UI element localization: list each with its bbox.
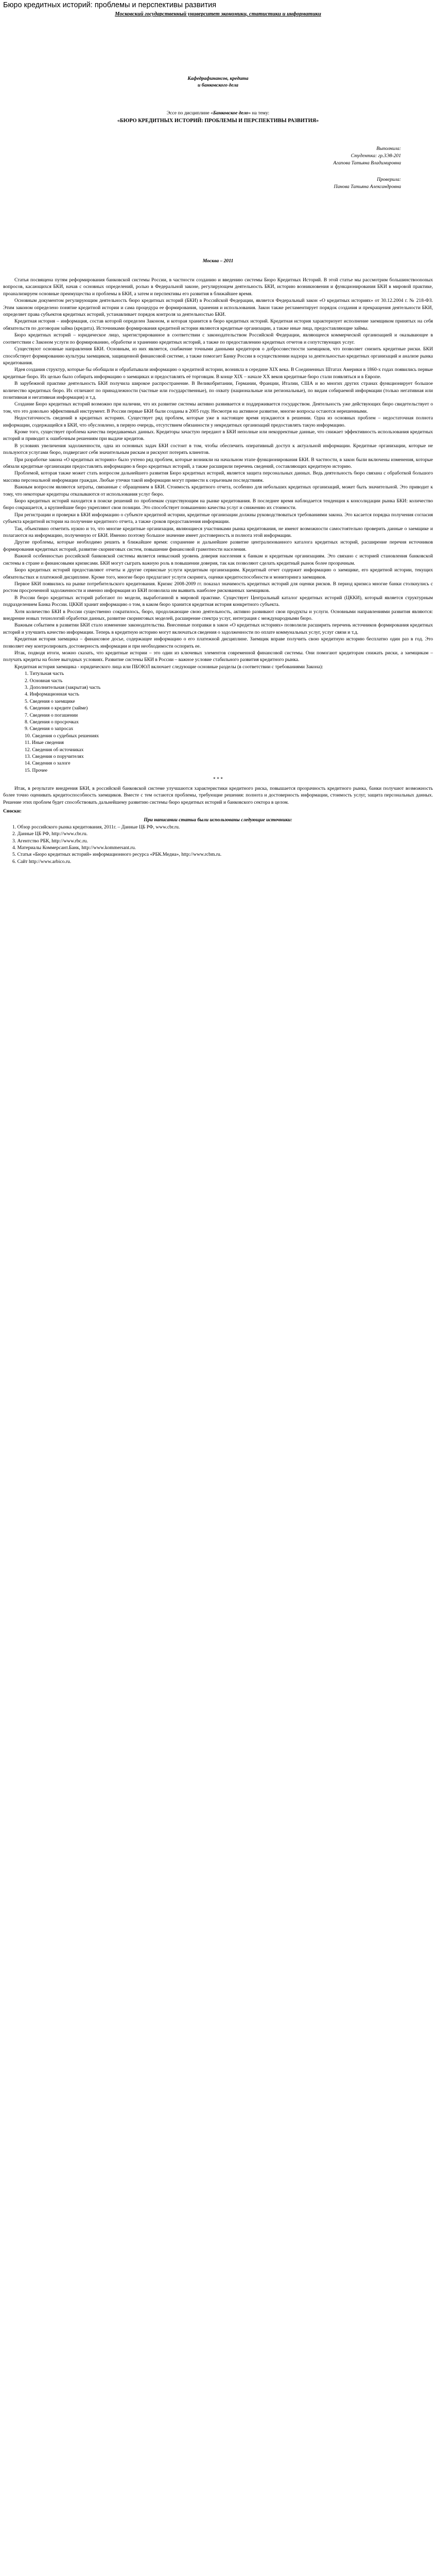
student-line: Студентка: гр.3Э8-201 xyxy=(351,152,401,159)
paragraph: Важным событием в развитии БКИ стало изменение законодательства. Внесенные поправки в закон «О кредитных историях» позволили расширить перечень источников формирования кредитных историй и улучшить качество информации. Теперь в кредитную историю могут включаться сведения о задолженности по оплате коммунальных услуг, услуг связи и т.д. xyxy=(3,622,433,635)
document-page xyxy=(0,0,436,875)
list-item: 1. Титульная часть xyxy=(25,671,64,677)
section-separator: * * * xyxy=(213,776,223,783)
executed-label: Выполнила: xyxy=(376,145,401,151)
paragraph: Основным документом регулирующим деятельность бюро кредитных историй (БКИ) в Российской Федерации, является Федеральный закон «О кредитных историях» от 30.12.2004 г. № 218-ФЗ. Этим законом определено понятие кредитной истории и сама процедура ее формирования, хранения и использования. Закон также регламентирует порядок создания и прекращения деятельности БКИ, определяет права субъектов кредитных историй, устанавливает порядок контроля за деятельностью БКИ. xyxy=(3,298,433,318)
paragraph: При разработке закона «О кредитных историях» было учтено ряд проблем, которые возникли на начальном этапе функционирования БКИ. В частности, в закон были включены изменения, которые обязали кредитные организации предоставлять информацию в бюро кредитных историй, а также расширили перечень сведений, составляющих кредитную историю. xyxy=(3,456,433,469)
paragraph: Важной особенностью российской банковской системы является невысокий уровень доверия населения к банкам и кредитным организациям. Это связано с историей становления банковской системы в стране и финансовыми кризисами. БКИ могут сыграть важную роль в повышении доверия, так как позволяют сделать кредитный рынок более прозрачным. xyxy=(3,553,433,566)
department-line-1: Кафедрафинансов, кредита xyxy=(187,76,249,81)
checked-label: Проверила: xyxy=(377,176,401,182)
department-line-2: и банковского дела xyxy=(198,82,238,89)
checker-name: Панова Татьяна Александровна xyxy=(334,183,401,190)
university-name: Московский государственный университет экономики, статистики и информатики xyxy=(115,11,321,17)
list-item: 6. Сведения о кредите (займе) xyxy=(25,705,88,711)
paragraph: Кредитная история – информация, состав которой определен Законом, и которая хранится в бюро кредитных историй. Кредитная история характеризует исполнение заемщиком принятых на себя обязательств по договорам займа (кредита). Источниками формирования кредитной истории являются кредитные организации, а также иные лица, предоставляющие займы. xyxy=(3,318,433,331)
sources-list xyxy=(3,824,433,865)
paragraph: Хотя количество БКИ в России существенно сократилось, бюро, продолжающие свою деятельность, активно развивают свои продукты и услуги. Основными направлениями развития являются: внедрение новых технологий обработки данных, развитие скоринговых моделей, расширение спектра услуг, интеграция с международными бюро. xyxy=(3,608,433,621)
sections-list xyxy=(3,670,433,774)
paragraph: В зарубежной практике деятельность БКИ получила широкое распространение. В Великобритании, Германии, Франции, Италии, США и во многих других странах функционирует большое количество кредитных бюро. Их отличают по принадлежности (частные или государственные), по охвату (национальные или региональные), по видам собираемой информации (только негативная или позитивная и негативная информация) и т.д. xyxy=(3,381,433,400)
paragraph: Первое БКИ появились на рынке потребительского кредитования. Кризис 2008-2009 гг. показал значимость кредитных историй для оценки рисков. В период кризиса многие банки столкнулись с ростом просроченной задолженности и именно информация из БКИ позволила им выявить наиболее рискованных заемщиков. xyxy=(3,581,433,594)
list-item: 3. Дополнительная (закрытая) часть xyxy=(25,685,101,690)
paragraph: Итак, подводя итоги, можно сказать, что кредитные истории – это один из ключевых элементов современной финансовой системы. Они помогают кредиторам снижать риски, а заемщикам – получать кредиты на более выгодных условиях. Развитие системы БКИ в России – важное условие стабильного развития кредитного рынка. xyxy=(3,650,433,663)
list-item: 13. Сведения о поручителях xyxy=(25,754,84,760)
source-item: 6. Сайт http://www.arbico.ru. xyxy=(12,858,72,865)
paragraph: При регистрации и проверки в БКИ информацию о субъекте кредитной истории, кредитные организации должны руководствоваться требованиями закона. Это касается порядка получения согласия субъекта кредитной истории на получение кредитного отчета, а также сроков предоставления информации. xyxy=(3,512,433,525)
source-item: 1. Обзор российского рынка кредитования, 2011г. – Данные ЦБ РФ, www.cbr.ru. xyxy=(12,824,180,830)
paragraph: Идея создания структур, которые бы обобщали и обрабатывали информацию о кредитной истории, возникла в середине XIX века. В Соединенных Штатах Америки в 1860-х годах появились первые кредитные бюро. Их целью было собирать информацию о заемщиках и предоставлять её торговцам. В конце XIX – начале XX веков кредитные бюро стали появляться и в Европе. xyxy=(3,367,433,380)
paragraph: Проблемой, которая также может стать вопросом дальнейшего развития Бюро кредитных историй, является защита персональных данных. Ведь деятельность бюро связана с обработкой большого массива персональной информации граждан. Любые утечки такой информации могут привести к серьезным последствиям. xyxy=(3,470,433,483)
article-body xyxy=(3,277,433,865)
list-item: 5. Сведения о заемщике xyxy=(25,698,75,704)
source-item: 2. Данные ЦБ РФ, http://www.cbr.ru. xyxy=(12,831,88,837)
paragraph: Бюро кредитных историй предоставляют отчеты и другие сервисные услуги кредитным организациям. Кредитный отчет содержит информацию о заемщике, его кредитной истории, текущих обязательствах и платежной дисциплине. Кроме того, многие бюро предлагают услуги скоринга, оценки кредитоспособности и мониторинга заемщиков. xyxy=(3,567,433,580)
list-item: 8. Сведения о просрочках xyxy=(25,719,79,725)
paragraph: Недостаточность сведений в кредитных историях. Существует ряд проблем, которые уже в настоящее время нуждаются в решении. Одна из основных проблем – недостаточная полнота информации, содержащейся в БКИ, что обусловлено, в первую очередь, отсутствием обязанности у некредитных организаций предоставлять такую информацию. xyxy=(3,415,433,428)
list-item: 12. Сведения об источниках xyxy=(25,747,84,753)
paragraph: Бюро кредитных историй – юридическое лицо, зарегистрированное в соответствии с законодательством Российской Федерации, являющееся коммерческой организацией и оказывающее в соответствии с Законом услуги по формированию, обработке и хранению кредитных историй, а также по предоставлению кредитных отчетов и сопутствующих услуг. xyxy=(3,332,433,345)
paragraph: Другие проблемы, которые необходимо решить в ближайшее время: сохранение и дальнейшее развитие централизованного каталога кредитных историй, расширение перечня источников формирования кредитных историй, развитие скоринговых систем, повышение финансовой грамотности населения. xyxy=(3,539,433,552)
city-year: Москва – 2011 xyxy=(202,258,234,264)
essay-discipline-line xyxy=(3,110,433,116)
list-item: 2. Основная часть xyxy=(25,677,63,684)
essay-topic: «БЮРО КРЕДИТНЫХ ИСТОРИЙ: ПРОБЛЕМЫ И ПЕРСПЕКТИВЫ РАЗВИТИЯ» xyxy=(117,118,319,124)
student-name: Агапова Татьяна Владимировна xyxy=(333,160,401,166)
paragraph: В России бюро кредитных историй работают по модели, выработанной в мировой практике. Существует Центральный каталог кредитных историй (ЦККИ), который является структурным подразделением Банка России. ЦККИ хранит информацию о том, в каком бюро хранится кредитная история конкретного субъекта. xyxy=(3,595,433,608)
paragraph: Существуют основные направления БКИ. Основным, из них является, снабжение точными данными кредиторов о добросовестности заемщиков, что позволяет снизить кредитные риски. БКИ способствует формированию культуры заемщиков, защищенной финансовой системе, а также помогает Банку России в осуществлении надзора за деятельностью кредитных организаций и анализе рынка кредитования. xyxy=(3,346,433,366)
list-item: 9. Сведения о запросах xyxy=(25,726,74,732)
discipline-name: Банковское дело xyxy=(213,110,249,116)
paragraph: Важным вопросом являются затраты, связанные с обращением в БКИ. Стоимость кредитного отчета, особенно для небольших кредитных организаций, может быть значительной. Это приводит к тому, что некоторые кредиторы отказываются от использования услуг бюро. xyxy=(3,484,433,497)
document-title: Бюро кредитных историй: проблемы и перспективы развития xyxy=(3,1,217,9)
list-item: 15. Прочее xyxy=(25,767,48,773)
source-item: 5. Статья «Бюро кредитных историй» информационного ресурса «РБК.Медиа», http://www.rcbm.ru. xyxy=(12,852,222,858)
list-item: 11. Иные сведения xyxy=(25,740,64,746)
list-item: 7. Сведения о погашении xyxy=(25,712,78,718)
essay-prefix: Эссе по дисциплине « xyxy=(166,110,213,116)
paragraph: Кроме того, существует проблема качества передаваемых данных. Кредиторы зачастую передают в БКИ неполные или некорректные данные, что снижает эффективность использования кредитных историй и приводит к ошибочным решениям при выдаче кредитов. xyxy=(3,429,433,442)
list-item: 10. Сведения о судебных решениях xyxy=(25,733,99,739)
paragraph: В условиях увеличения задолженности, одна из основных задач БКИ состоит в том, чтобы обеспечить оперативный доступ к актуальной информации. Кредитные организации, которые не пользуются услугами бюро, подвергают себя значительным рискам и рискуют потерять клиентов. xyxy=(3,443,433,456)
list-intro: Кредитная история заемщика - юридического лица или ПБОЮЛ включает следующие основные разделы (в соответствии с требованиями Закона): xyxy=(14,664,323,670)
sources-title: При написании статьи были использованы следующие источники: xyxy=(144,817,292,823)
paragraph: Так, объективно отметить нужно и то, что многие кредитные организации, являющиеся участниками рынка кредитования, не имеют возможности самостоятельно проверить данные о заемщике и полагаются на информацию, полученную от БКИ. Именно поэтому большое значение имеет достоверность и полнота этой информации. xyxy=(3,526,433,539)
essay-suffix: » на тему: xyxy=(248,110,270,116)
footnotes-label: Сноски: xyxy=(3,808,22,814)
list-item: 14. Сведения о залоге xyxy=(25,760,71,767)
list-item: 4. Информационная часть xyxy=(25,691,79,698)
source-item: 4. Материалы Коммерсант.Банк, http://www.kommersant.ru. xyxy=(12,844,136,851)
paragraph: Кредитная история заемщика – финансовое досье, содержащее информацию о его платежной дисциплине. Заемщик вправе получить свою кредитную историю бесплатно один раз в год. Это позволяет ему контролировать достоверность информации и при необходимости оспорить ее. xyxy=(3,636,433,649)
conclusion-paragraph: Итак, в результате внедрения БКИ, в российской банковской системе улучшаются характеристики кредитного риска, повышается прозрачность кредитного рынка, банки получают возможность более точно оценивать кредитоспособность заемщиков. Вместе с тем остаются проблемы, требующие решения: полнота и достоверность информации, стоимость услуг, защита персональных данных. Решение этих проблем будет способствовать дальнейшему развитию системы бюро кредитных историй и банковского сектора в целом. xyxy=(3,785,433,805)
paragraph: Создание Бюро кредитных историй возможно при наличии, что их развитие системы активно развивается и поддерживается государством. Деятельность уже действующих бюро свидетельствует о том, что это довольно эффективный инструмент. В России первые БКИ были созданы в 2005 году. Несмотря на активное развитие, многие вопросы остаются нерешенными. xyxy=(3,401,433,414)
paragraph: Статья посвящена путям реформирования банковской системы России, в частности созданию и введению системы Бюро Кредитных Историй. В этой статье мы рассмотрим большинствоononых вопросов, касающихся БКИ, начав с основных определений, ролью в Федеральной законе, регулирующем деятельность БКИ, историю возникновения и функционирования БКИ в мировой практике, проанализируем основные преимущества и проблемы в БКИ, а затем и перспективы его развития в ближайшее время. xyxy=(3,277,433,297)
paragraph: Бюро кредитных историй находится в поиске решений по проблемам существующим на рынке кредитования. В последнее время наблюдается тенденция к консолидации рынка БКИ: количество бюро сокращается, а крупнейшие бюро укрепляют свои позиции. Это способствует повышению качества услуг и снижению их стоимости. xyxy=(3,498,433,511)
source-item: 3. Агентство РБК, http://www.rbc.ru. xyxy=(12,838,88,844)
